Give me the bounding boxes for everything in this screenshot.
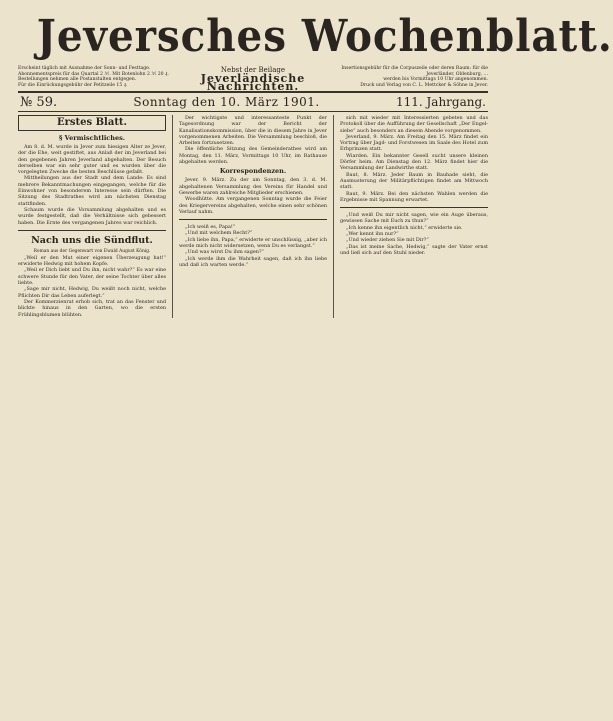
dialog-line: „Ich kenne ihn eigentlich nicht,“ erwiderte sie. <box>345 224 463 231</box>
article-paragraph: sich mit wieder mit Interessierten gebeten und das Protokoll über die Aufführung der Gesellschaft „Der Engel-siebe“ auch besonders an diesem Abende vorgenommen. <box>339 115 488 134</box>
dialog-line: „Ich weiß es, Papa!“ <box>184 224 236 231</box>
column-separator <box>179 219 327 220</box>
novel-paragraph: „Sage mir nicht, Hedwig, Du weißt noch nicht, welche Pflichten Dir das Leben auferlegt.“ <box>18 286 167 299</box>
article-paragraph: Wiarden. Ein bekannter Gesell sucht unsere kleinen Dörfer heim. Am Dienstag den 12. März findet hier die Versammlung der Landwirthe statt. <box>339 152 488 172</box>
masthead-left-info: Erscheint täglich mit Ausnahme der Sonn- und Festtage. Abonnementspreis für das Quartal 2 ℳ. Mit Botenlohn 2 ℳ 20 ₰. Bestellungen nehmen alle Postanstalten entgegen. Für die Einrückungsgebühr der Petitzeile 15 ₰. <box>18 66 169 88</box>
correspondence-paragraph: Woodhütte. Am vergangenen Sonntag wurde die Feier des Kriegervereins abgehalten, welche einen sehr schönen Verlauf nahm. <box>178 196 327 215</box>
dialog-line: „Das ist meine Sache, Hedwig,“ sagte der Vater ernst und ließ sich auf den Stuhl nieder. <box>339 243 488 256</box>
dialog-line: „Und was wirst Du ihm sagen?“ <box>184 249 265 256</box>
column-separator <box>340 207 488 208</box>
supplement-label: Nebst der Beilage <box>220 66 286 74</box>
text-columns <box>18 115 488 318</box>
novel-title: Nach uns die Sündflut. <box>31 234 153 246</box>
article-paragraph: Schaum wurde die Vorsammlung abgehalten und es wurde festgestellt, daß die Verhältnisse sich gebessert haben. Die Ernte des vergangenen Jahres war reichlich. <box>18 206 167 226</box>
novel-paragraph: Der Kommerzienrat erhob sich, trat an das Fenster und blickte hinaus in den Garten, wo die ersten Frühlingsblumen blühten. <box>18 298 167 318</box>
article-paragraph: Mittheilungen aus der Stadt und dem Lande: Es sind mehrere Bekanntmachungen eingegangen, welche für die Einwohner von besonderem Interesse sein dürften. Die Sitzung des Stadtrathes wird am nächsten Dienstag stattfinden. <box>18 175 167 207</box>
masthead-title: Jeversches Wochenblatt. <box>36 11 613 62</box>
article-paragraph: Baut, 8. März. Jeder Baum in Bauhade sieht, die Ausmusterung der Militärpflichtigen findet am Mittwoch statt. <box>339 171 488 191</box>
column-divider <box>172 115 173 318</box>
dialog-line: „Und mit welchem Recht?“ <box>184 230 253 237</box>
correspondence-paragraph: Jever, 9. März. Zu der am Sonntag, den 3. d. M. abgehaltenen Versammlung des Vereins für Handel und Gewerbe waren zahlreiche Mitglieder erschienen. <box>178 177 327 196</box>
section-heading: § Vermischtliches. <box>58 134 126 142</box>
dateline-rule <box>18 111 488 112</box>
issue-year: 111. Jahrgang. <box>395 95 486 109</box>
first-sheet-box: Erstes Blatt. <box>18 115 166 131</box>
dialog-line: „Ich liebe ihn, Papa,“ erwiderte er unschlüssig, „aber ich werde mich nicht widersetzen, wenn Du es verlangst.“ <box>178 236 327 250</box>
dialog-line: „Wer kennt ihn nur?“ <box>345 231 399 238</box>
novel-paragraph: „Weil er den Mut einer eigenen Überzeugung hat!“ erwiderte Hedwig mit hohem Kopfe. <box>18 254 167 268</box>
masthead-subline <box>18 66 488 93</box>
article-paragraph: Jeverland, 9. März. Am Freitag den 15. März findet ein Vortrag über Jagd- und Forstwesen im Saale des Hotel zum Erbprinzen statt. <box>339 133 488 153</box>
article-paragraph: Baut, 9. März. Bei den nächsten Wahlen werden die Ergebnisse mit Spannung erwartet. <box>339 190 488 203</box>
dialog-line: „Und weiß Du mir nicht sagen, wie ein Auge überaus, gewissen Sache mit Euch zu thun?“ <box>339 212 488 225</box>
masthead-right-info: Insertionsgebühr für die Corpuszeile oder deren Raum: für die Jeverländer, Oldenburg, ... werden bis Vormittags 10 Uhr angenommen. Druck und Verlag von C. L. Mettcker & Söhne in Jever. <box>341 66 488 88</box>
column-divider <box>333 115 334 318</box>
correspondence-heading: Korrespondenzen. <box>219 167 287 176</box>
masthead-center <box>178 66 328 91</box>
article-paragraph: Die öffentliche Sitzung des Gemeinderathes wird am Montag, den 11. März, Vormittags 10 Uhr, im Rathause abgehalten werden. <box>178 146 327 166</box>
column-separator <box>18 230 166 231</box>
novel-paragraph: „Weil er Dich liebt und Du ihn, nicht wahr?“ Es war eine schwere Stunde für den Vater, der seine Tochter über alles liebte. <box>18 267 167 287</box>
newspaper-page <box>18 11 613 714</box>
dateline <box>18 93 488 111</box>
column-3 <box>340 115 488 318</box>
issue-date: Sonntag den 10. März 1901. <box>133 95 320 109</box>
issue-number: № 59. <box>20 94 58 110</box>
article-paragraph: Am 8. d. M. wurde in Jever zum hiesigen Alter ze Jever, der die Ehe, weit gestiftet, aus Anlaß der im Jeverland bei den gegebenen Jahren Jeverland abgehalten. Der Besuch derselben war ein sehr guter und es wurden über die vorgelegten Zwecke die besten Beschlüsse gefaßt. <box>18 144 167 176</box>
article-paragraph: Der wichtigste und interessanteste Punkt der Tagesordnung war der Bericht der Kanalisationskommission, über die in diesem Jahre in Jever vorgenommenen Arbeiten. Die Versammlung beschloß, die Arbeiten fortzusetzen. <box>178 115 327 147</box>
supplement-title: Jeverländische Nachrichten. <box>200 72 306 93</box>
column-2 <box>179 115 327 318</box>
novel-subtitle: Roman aus der Gegenwart von Ewald August König. <box>33 248 151 254</box>
column-1 <box>18 115 166 318</box>
dialog-line: „Und wieder ziehen Sie mit Dir?“ <box>345 237 429 244</box>
dialog-line: „Ich werde ihm die Wahrheit sagen, daß ich ihn liebe und daß ich warten werde.“ <box>178 255 327 268</box>
